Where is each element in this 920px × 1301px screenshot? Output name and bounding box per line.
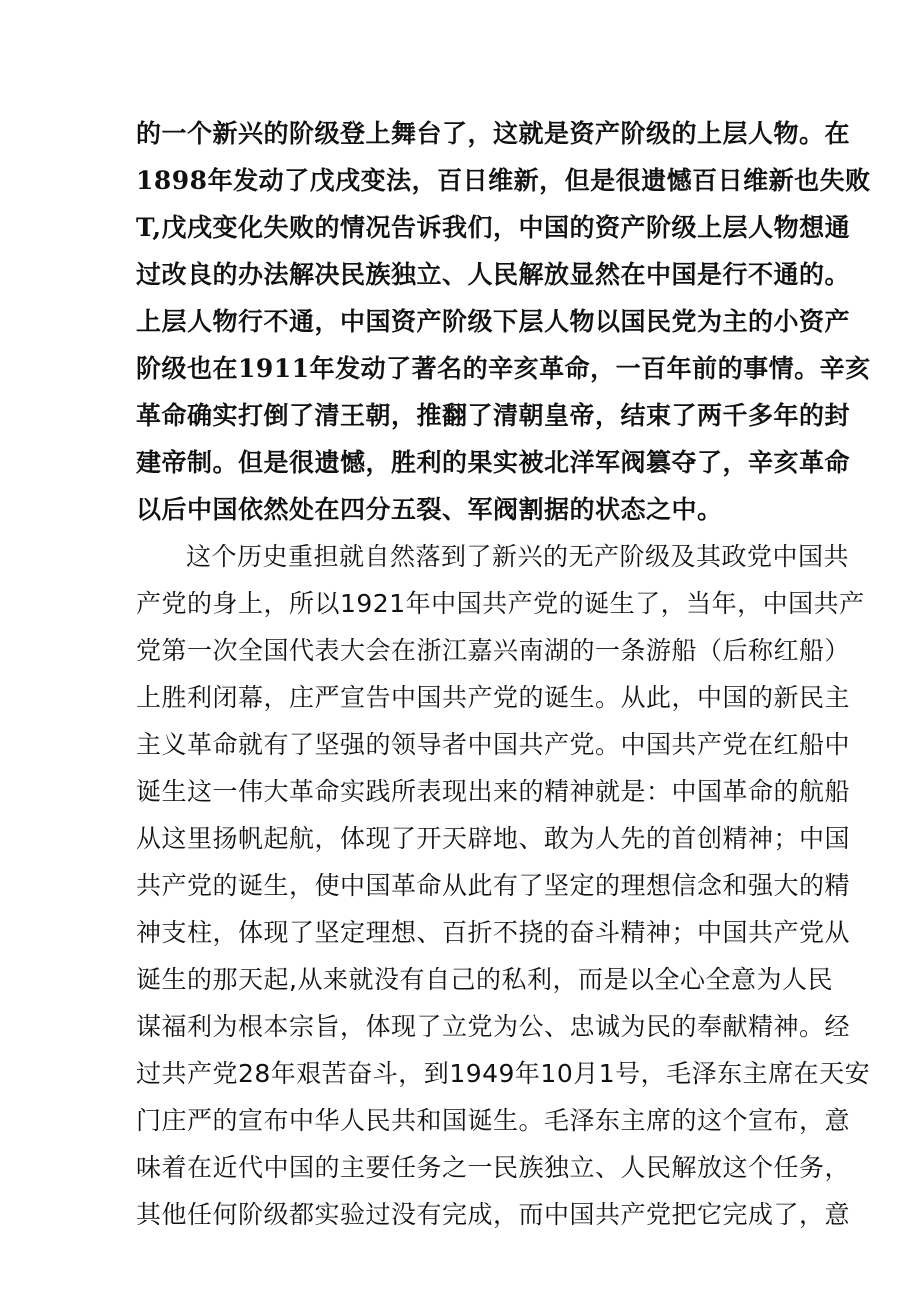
text-line: 主义革命就有了坚强的领导者中国共产党。中国共产党在红船中 [136,730,851,759]
text-line: 共产党的诞生，使中国革命从此有了坚定的理想信念和强大的精 [136,871,851,900]
paragraph-regular [136,533,871,1238]
text-line: 上层人物行不通，中国资产阶级下层人物以国民党为主的小资产 [136,307,851,336]
text-line: 味着在近代中国的主要任务之一民族独立、人民解放这个任务， [136,1153,851,1182]
text-line: 神支柱，体现了坚定理想、百折不挠的奋斗精神；中国共产党从 [136,918,851,947]
text-line: 1898年发动了戊戌变法，百日维新，但是很遗憾百日维新也失败 [136,166,871,195]
text-line: 这个历史重担就自然落到了新兴的无产阶级及其政党中国共 [186,542,850,571]
text-line: 从这里扬帆起航，体现了开天辟地、敢为人先的首创精神；中国 [136,824,851,853]
text-line: 党第一次全国代表大会在浙江嘉兴南湖的一条游船（后称红船） [136,636,851,665]
paragraph-bold [136,110,871,533]
text-line: 上胜利闭幕，庄严宣告中国共产党的诞生。从此，中国的新民主 [136,683,851,712]
text-line: 其他任何阶级都实验过没有完成，而中国共产党把它完成了，意 [136,1200,851,1229]
text-line: 产党的身上，所以1921年中国共产党的诞生了，当年，中国共产 [136,589,865,618]
text-line: 诞生这一伟大革命实践所表现出来的精神就是：中国革命的航船 [136,777,851,806]
text-line: 诞生的那天起,从来就没有自己的私利，而是以全心全意为人民 [136,965,833,994]
document-page [136,110,871,1238]
text-line: 的一个新兴的阶级登上舞台了，这就是资产阶级的上层人物。在 [136,119,851,148]
text-line: 阶级也在1911年发动了著名的辛亥革命，一百年前的事情。辛亥 [136,354,871,383]
text-line: 过共产党28年艰苦奋斗，到1949年10月1号，毛泽东主席在天安 [136,1059,871,1088]
text-line: 门庄严的宣布中华人民共和国诞生。毛泽东主席的这个宣布，意 [136,1106,851,1135]
text-line: 谋福利为根本宗旨，体现了立党为公、忠诚为民的奉献精神。经 [136,1012,851,1041]
text-line: T,戊戌变化失败的情况告诉我们，中国的资产阶级上层人物想通 [136,213,851,242]
text-line: 革命确实打倒了清王朝，推翻了清朝皇帝，结束了两千多年的封 [136,401,851,430]
text-line: 以后中国依然处在四分五裂、军阀割据的状态之中。 [136,495,723,524]
text-line: 过改良的办法解决民族独立、人民解放显然在中国是行不通的。 [136,260,851,289]
text-line: 建帝制。但是很遗憾，胜利的果实被北洋军阀篡夺了，辛亥革命 [136,448,851,477]
